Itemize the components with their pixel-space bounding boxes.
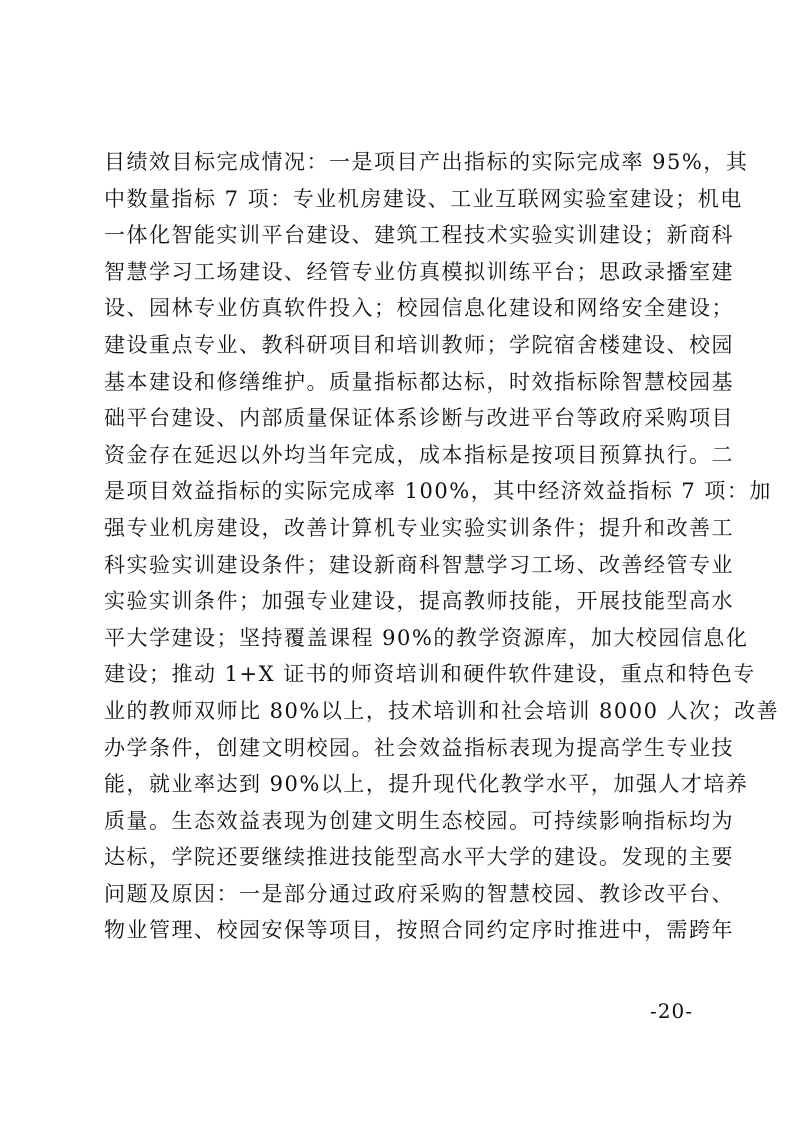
text-line: 基本建设和修缮维护。质量指标都达标，时效指标除智慧校园基	[104, 369, 734, 394]
text-line: 建设；推动 1+X 证书的师资培训和硬件软件建设，重点和特色专	[104, 662, 756, 687]
text-line: 目绩效目标完成情况：一是项目产出指标的实际完成率 95%，其	[104, 150, 749, 174]
text-line: 达标，学院还要继续推进技能型高水平大学的建设。发现的主要	[104, 845, 734, 870]
text-line: 中数量指标 7 项：专业机房建设、工业互联网实验室建设；机电	[104, 186, 743, 211]
text-line: 智慧学习工场建设、经管专业仿真模拟训练平台；思政录播室建	[104, 259, 734, 284]
text-line: 科实验实训建设条件；建设新商科智慧学习工场、改善经管专业	[104, 552, 734, 577]
text-line: 物业管理、校园安保等项目，按照合同约定序时推进中，需跨年	[104, 918, 734, 943]
text-line: 问题及原因：一是部分通过政府采购的智慧校园、教诊改平台、	[104, 881, 734, 906]
text-line: 是项目效益指标的实际完成率 100%，其中经济效益指标 7 项：加	[104, 479, 772, 504]
text-line: 强专业机房建设，改善计算机专业实验实训条件；提升和改善工	[104, 515, 734, 540]
text-line: 实验实训条件；加强专业建设，提高教师技能，开展技能型高水	[104, 589, 734, 614]
page-number: -20-	[650, 999, 693, 1023]
text-line: 一体化智能实训平台建设、建筑工程技术实验实训建设；新商科	[104, 223, 734, 248]
text-line: 平大学建设；坚持覆盖课程 90%的教学资源库，加大校园信息化	[104, 625, 749, 650]
text-line: 能，就业率达到 90%以上，提升现代化教学水平，加强人才培养	[104, 772, 749, 797]
body-paragraph	[104, 144, 780, 949]
text-line: 建设重点专业、教科研项目和培训教师；学院宿舍楼建设、校园	[104, 332, 734, 357]
text-line: 资金存在延迟以外均当年完成，成本指标是按项目预算执行。二	[104, 442, 734, 467]
text-line: 设、园林专业仿真软件投入；校园信息化建设和网络安全建设；	[104, 296, 734, 321]
text-line: 础平台建设、内部质量保证体系诊断与改进平台等政府采购项目	[104, 406, 734, 431]
text-line: 质量。生态效益表现为创建文明生态校园。可持续影响指标均为	[104, 808, 734, 833]
text-line: 办学条件，创建文明校园。社会效益指标表现为提高学生专业技	[104, 735, 734, 760]
text-line: 业的教师双师比 80%以上，技术培训和社会培训 8000 人次；改善	[104, 698, 780, 723]
